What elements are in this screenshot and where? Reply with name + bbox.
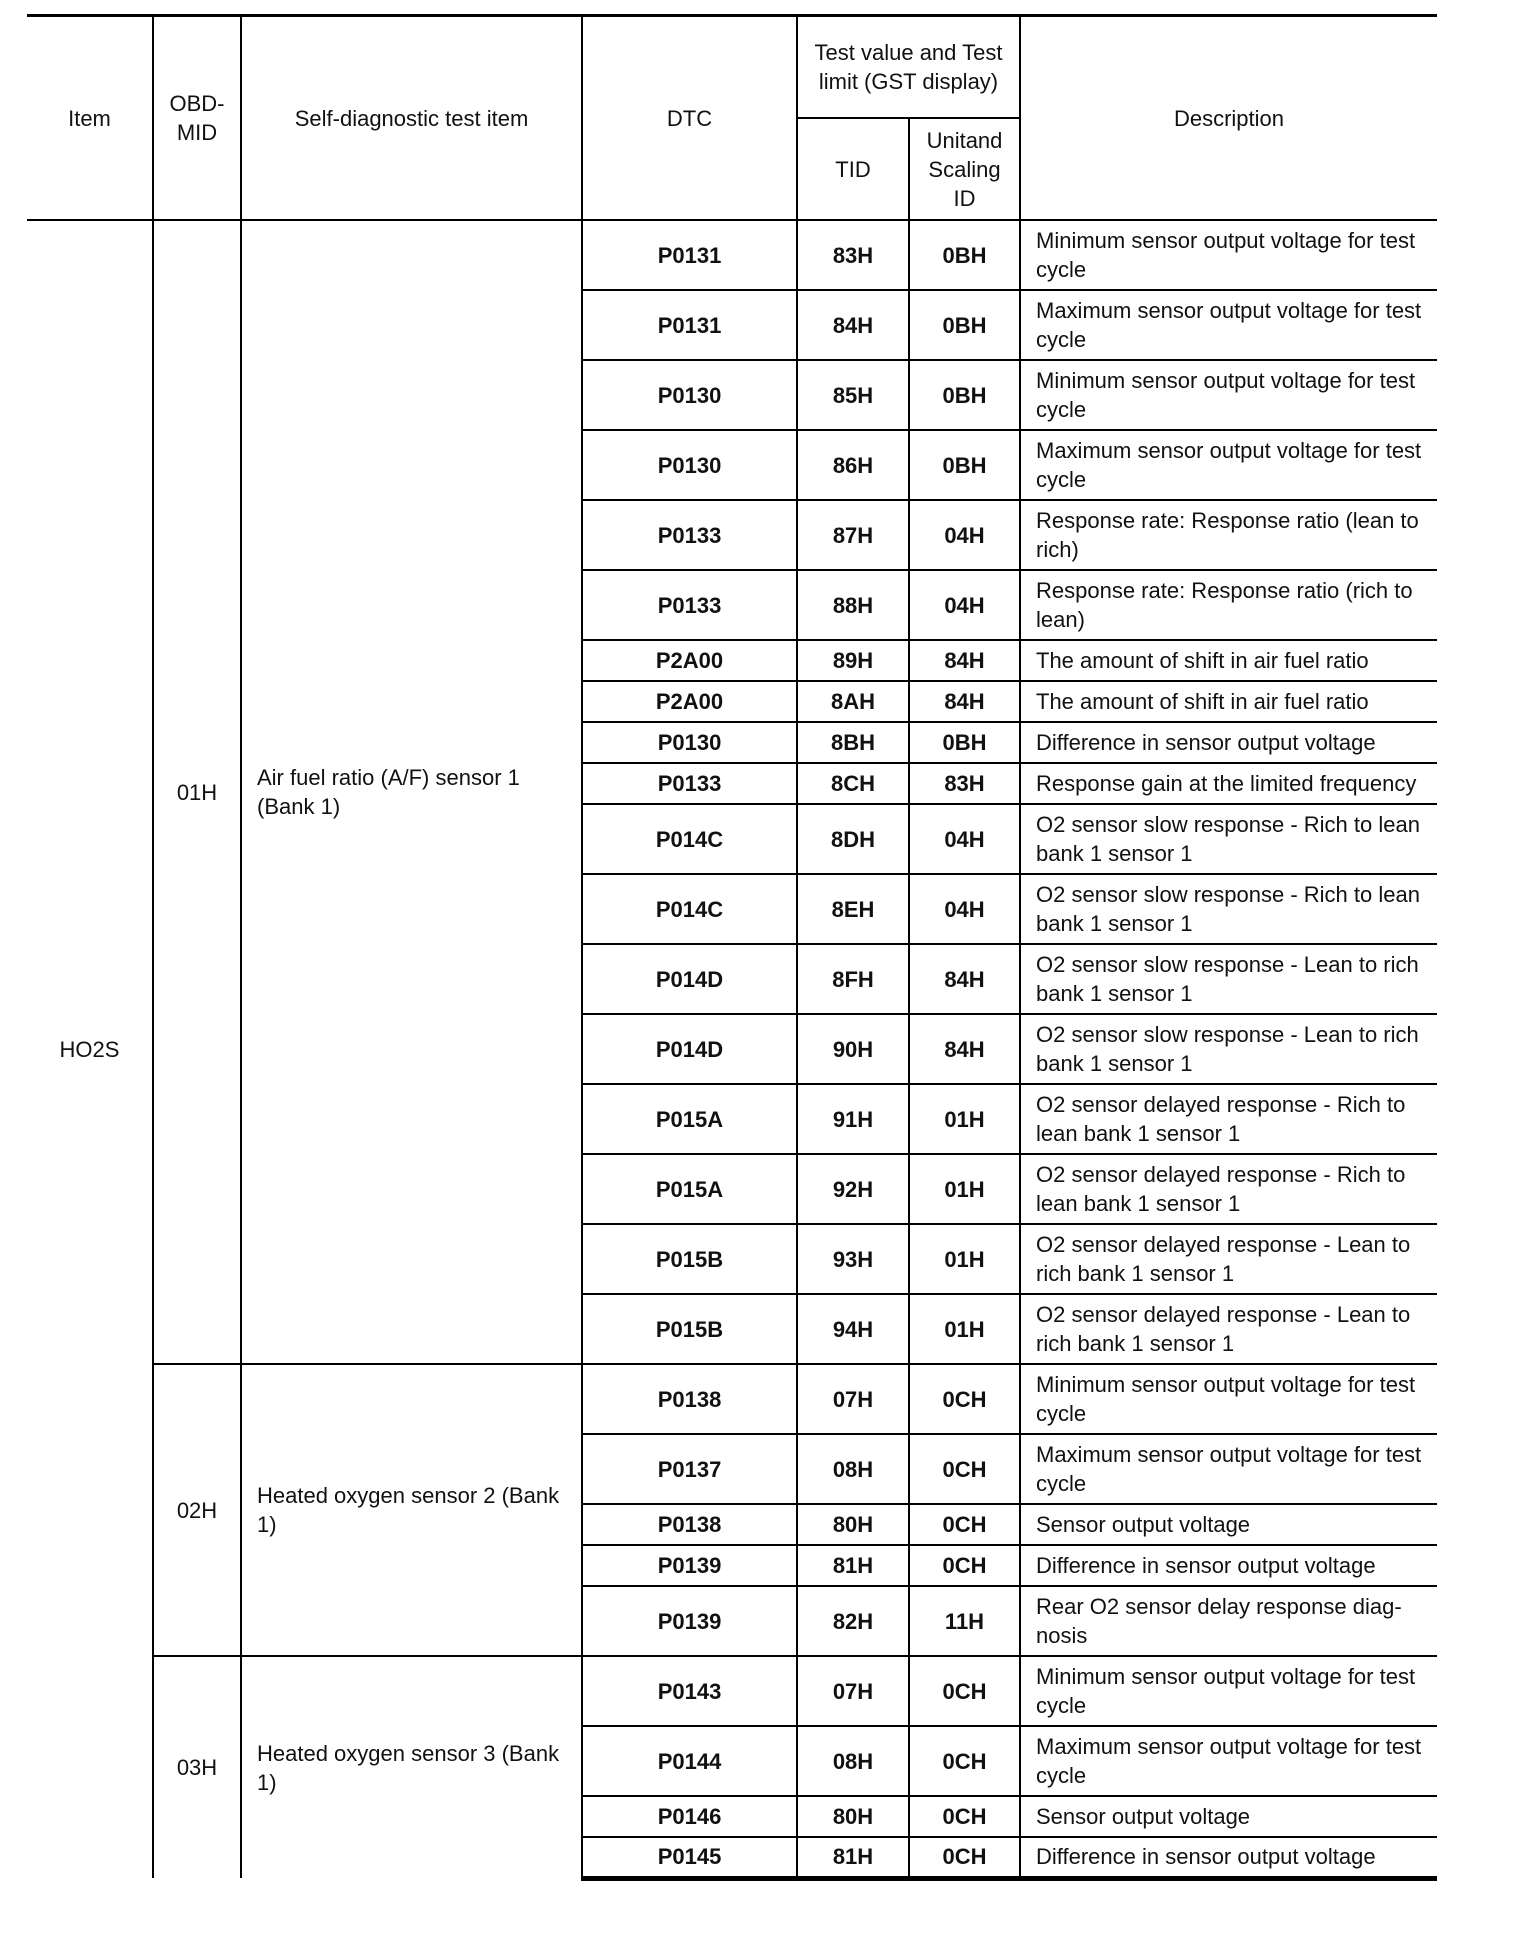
- description-cell: Response rate: Response ratio (rich to lean): [1020, 570, 1437, 640]
- dtc-cell: P2A00: [582, 640, 797, 681]
- dtc-cell: P015B: [582, 1224, 797, 1294]
- description-cell: O2 sensor slow response - Rich to lean bank 1 sensor 1: [1020, 804, 1437, 874]
- dtc-cell: P0130: [582, 722, 797, 763]
- unit-scaling-id-cell: 0CH: [909, 1837, 1020, 1878]
- unit-scaling-id-cell: 84H: [909, 681, 1020, 722]
- dtc-cell: P015B: [582, 1294, 797, 1364]
- dtc-cell: P0133: [582, 570, 797, 640]
- description-cell: Difference in sensor output voltage: [1020, 1837, 1437, 1878]
- tid-cell: 8BH: [797, 722, 909, 763]
- tid-cell: 8EH: [797, 874, 909, 944]
- dtc-cell: P2A00: [582, 681, 797, 722]
- tid-cell: 8FH: [797, 944, 909, 1014]
- tid-cell: 08H: [797, 1726, 909, 1796]
- self-diagnostic-test-item-cell: Air fuel ratio (A/F) sensor 1 (Bank 1): [241, 220, 582, 1364]
- unit-scaling-id-cell: 01H: [909, 1084, 1020, 1154]
- tid-cell: 8DH: [797, 804, 909, 874]
- dtc-cell: P0131: [582, 220, 797, 290]
- description-cell: Response gain at the limited frequency: [1020, 763, 1437, 804]
- obd-mid-cell: 01H: [153, 220, 241, 1364]
- unit-scaling-id-cell: 84H: [909, 640, 1020, 681]
- description-cell: Sensor output voltage: [1020, 1504, 1437, 1545]
- description-cell: Response rate: Response ratio (lean to rich): [1020, 500, 1437, 570]
- description-cell: O2 sensor slow response - Rich to lean bank 1 sensor 1: [1020, 874, 1437, 944]
- dtc-cell: P0145: [582, 1837, 797, 1878]
- unit-scaling-id-cell: 0CH: [909, 1796, 1020, 1837]
- description-cell: Minimum sensor output voltage for test cycle: [1020, 1364, 1437, 1434]
- description-cell: O2 sensor slow response - Lean to rich bank 1 sensor 1: [1020, 1014, 1437, 1084]
- description-cell: Minimum sensor output voltage for test cycle: [1020, 360, 1437, 430]
- description-cell: O2 sensor slow response - Lean to rich bank 1 sensor 1: [1020, 944, 1437, 1014]
- dtc-cell: P0143: [582, 1656, 797, 1726]
- dtc-cell: P014D: [582, 1014, 797, 1084]
- unit-scaling-id-cell: 04H: [909, 804, 1020, 874]
- tid-cell: 88H: [797, 570, 909, 640]
- table-row: [27, 1364, 1437, 1434]
- dtc-cell: P0131: [582, 290, 797, 360]
- unit-scaling-id-cell: 0BH: [909, 220, 1020, 290]
- tid-cell: 86H: [797, 430, 909, 500]
- tid-cell: 85H: [797, 360, 909, 430]
- unit-scaling-id-cell: 0CH: [909, 1434, 1020, 1504]
- tid-cell: 89H: [797, 640, 909, 681]
- description-cell: Maximum sensor output voltage for test cycle: [1020, 430, 1437, 500]
- unit-scaling-id-cell: 0CH: [909, 1364, 1020, 1434]
- dtc-cell: P0130: [582, 430, 797, 500]
- unit-scaling-id-cell: 84H: [909, 1014, 1020, 1084]
- description-cell: The amount of shift in air fuel ratio: [1020, 640, 1437, 681]
- unit-scaling-id-cell: 01H: [909, 1294, 1020, 1364]
- unit-scaling-id-cell: 04H: [909, 500, 1020, 570]
- table-row: [27, 1656, 1437, 1726]
- header-description: Description: [1020, 16, 1437, 221]
- dtc-cell: P0139: [582, 1545, 797, 1586]
- obd-mid-cell: 03H: [153, 1656, 241, 1878]
- tid-cell: 91H: [797, 1084, 909, 1154]
- tid-cell: 81H: [797, 1545, 909, 1586]
- tid-cell: 8AH: [797, 681, 909, 722]
- tid-cell: 84H: [797, 290, 909, 360]
- description-cell: O2 sensor delayed response - Lean to rich bank 1 sensor 1: [1020, 1224, 1437, 1294]
- dtc-cell: P0138: [582, 1504, 797, 1545]
- dtc-cell: P0133: [582, 500, 797, 570]
- header-unit-scaling-id: Unitand Scaling ID: [909, 118, 1020, 220]
- obd-mid-cell: 02H: [153, 1364, 241, 1656]
- unit-scaling-id-cell: 0BH: [909, 722, 1020, 763]
- dtc-cell: P0133: [582, 763, 797, 804]
- description-cell: Difference in sensor output voltage: [1020, 1545, 1437, 1586]
- description-cell: Maximum sensor output voltage for test cycle: [1020, 290, 1437, 360]
- unit-scaling-id-cell: 83H: [909, 763, 1020, 804]
- description-cell: Maximum sensor output voltage for test cycle: [1020, 1434, 1437, 1504]
- obd-dtc-table: [27, 14, 1437, 1881]
- description-cell: Sensor output voltage: [1020, 1796, 1437, 1837]
- tid-cell: 08H: [797, 1434, 909, 1504]
- unit-scaling-id-cell: 0BH: [909, 290, 1020, 360]
- header-dtc: DTC: [582, 16, 797, 221]
- unit-scaling-id-cell: 0CH: [909, 1504, 1020, 1545]
- description-cell: Maximum sensor output voltage for test cycle: [1020, 1726, 1437, 1796]
- tid-cell: 87H: [797, 500, 909, 570]
- description-cell: O2 sensor delayed response - Rich to lean bank 1 sensor 1: [1020, 1154, 1437, 1224]
- description-cell: O2 sensor delayed response - Lean to rich bank 1 sensor 1: [1020, 1294, 1437, 1364]
- dtc-cell: P0137: [582, 1434, 797, 1504]
- dtc-cell: P0144: [582, 1726, 797, 1796]
- header-test-value: Test value and Test limit (GST display): [797, 16, 1020, 119]
- dtc-cell: P014C: [582, 804, 797, 874]
- unit-scaling-id-cell: 04H: [909, 874, 1020, 944]
- unit-scaling-id-cell: 0CH: [909, 1545, 1020, 1586]
- unit-scaling-id-cell: 84H: [909, 944, 1020, 1014]
- header-self-diagnostic-test-item: Self-diagnostic test item: [241, 16, 582, 221]
- tid-cell: 8CH: [797, 763, 909, 804]
- self-diagnostic-test-item-cell: Heated oxygen sensor 2 (Bank 1): [241, 1364, 582, 1656]
- dtc-cell: P0139: [582, 1586, 797, 1656]
- item-cell: HO2S: [27, 220, 153, 1878]
- unit-scaling-id-cell: 01H: [909, 1224, 1020, 1294]
- unit-scaling-id-cell: 11H: [909, 1586, 1020, 1656]
- dtc-cell: P0130: [582, 360, 797, 430]
- dtc-cell: P015A: [582, 1154, 797, 1224]
- header-tid: TID: [797, 118, 909, 220]
- tid-cell: 07H: [797, 1364, 909, 1434]
- tid-cell: 81H: [797, 1837, 909, 1878]
- description-cell: Rear O2 sensor delay response diag-nosis: [1020, 1586, 1437, 1656]
- unit-scaling-id-cell: 04H: [909, 570, 1020, 640]
- header-obd-mid: OBD- MID: [153, 16, 241, 221]
- tid-cell: 80H: [797, 1504, 909, 1545]
- table-body: [27, 220, 1437, 1878]
- dtc-cell: P0146: [582, 1796, 797, 1837]
- tid-cell: 92H: [797, 1154, 909, 1224]
- tid-cell: 82H: [797, 1586, 909, 1656]
- self-diagnostic-test-item-cell: Heated oxygen sensor 3 (Bank 1): [241, 1656, 582, 1878]
- table-row: [27, 220, 1437, 290]
- unit-scaling-id-cell: 0BH: [909, 430, 1020, 500]
- unit-scaling-id-cell: 0CH: [909, 1656, 1020, 1726]
- unit-scaling-id-cell: 01H: [909, 1154, 1020, 1224]
- tid-cell: 83H: [797, 220, 909, 290]
- header-item: Item: [27, 16, 153, 221]
- tid-cell: 93H: [797, 1224, 909, 1294]
- description-cell: O2 sensor delayed response - Rich to lean bank 1 sensor 1: [1020, 1084, 1437, 1154]
- dtc-cell: P015A: [582, 1084, 797, 1154]
- dtc-cell: P0138: [582, 1364, 797, 1434]
- description-cell: Minimum sensor output voltage for test cycle: [1020, 1656, 1437, 1726]
- tid-cell: 90H: [797, 1014, 909, 1084]
- tid-cell: 07H: [797, 1656, 909, 1726]
- dtc-cell: P014C: [582, 874, 797, 944]
- description-cell: Minimum sensor output voltage for test cycle: [1020, 220, 1437, 290]
- tid-cell: 80H: [797, 1796, 909, 1837]
- description-cell: Difference in sensor output voltage: [1020, 722, 1437, 763]
- dtc-cell: P014D: [582, 944, 797, 1014]
- tid-cell: 94H: [797, 1294, 909, 1364]
- unit-scaling-id-cell: 0CH: [909, 1726, 1020, 1796]
- description-cell: The amount of shift in air fuel ratio: [1020, 681, 1437, 722]
- unit-scaling-id-cell: 0BH: [909, 360, 1020, 430]
